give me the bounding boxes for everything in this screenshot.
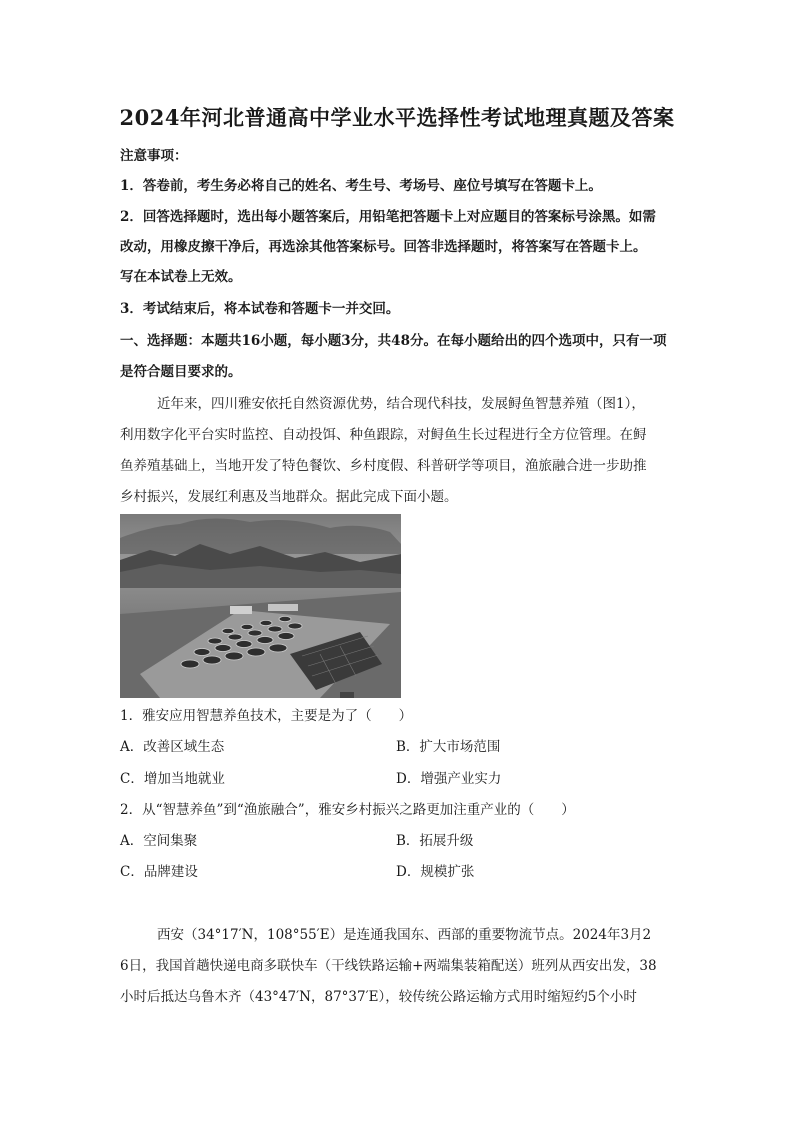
question-1-option-c[interactable]: C．增加当地就业 — [120, 771, 225, 787]
question-1-stem: 1．雅安应用智慧养鱼技术，主要是为了（ ） — [120, 708, 413, 724]
section-heading-line-2: 是符合题目要求的。 — [120, 364, 242, 380]
notice-item-1: 1．答卷前，考生务必将自己的姓名、考生号、考场号、座位号填写在答题卡上。 — [120, 178, 602, 194]
passage1-line-2: 利用数字化平台实时监控、自动投饵、种鱼跟踪，对鲟鱼生长过程进行全方位管理。在鲟 — [120, 427, 647, 443]
question-2-option-c[interactable]: C．品牌建设 — [120, 864, 198, 880]
question-2-option-a[interactable]: A．空间集聚 — [120, 833, 198, 849]
passage1-line-1: 近年来，四川雅安依托自然资源优势，结合现代科技，发展鲟鱼智慧养殖（图1）， — [157, 396, 645, 412]
notice-item-2-line-2: 改动，用橡皮擦干净后，再选涂其他答案标号。回答非选择题时，将答案写在答题卡上。 — [120, 239, 647, 255]
question-2-stem: 2．从“智慧养鱼”到“渔旅融合”，雅安乡村振兴之路更加注重产业的（ ） — [120, 802, 575, 818]
question-1-option-a[interactable]: A．改善区域生态 — [120, 739, 225, 755]
passage2-line-2: 6日，我国首趟快递电商多联快车（干线铁路运输+两端集装箱配送）班列从西安出发，38 — [120, 958, 657, 974]
notice-heading: 注意事项： — [120, 148, 188, 164]
notice-item-2-line-1: 2．回答选择题时，选出每小题答案后，用铅笔把答题卡上对应题目的答案标号涂黑。如需 — [120, 209, 656, 225]
question-2-option-d[interactable]: D．规模扩张 — [396, 864, 475, 880]
notice-item-3: 3．考试结束后，将本试卷和答题卡一并交回。 — [120, 301, 400, 317]
question-2-option-b[interactable]: B．拓展升级 — [396, 833, 474, 849]
page-title: 2024年河北普通高中学业水平选择性考试地理真题及答案 — [119, 105, 675, 130]
question-1-option-d[interactable]: D．增强产业实力 — [396, 771, 502, 787]
fish-farm-photo — [120, 514, 401, 698]
section-heading-line-1: 一、选择题：本题共16小题，每小题3分，共48分。在每小题给出的四个选项中，只有一项 — [120, 333, 667, 349]
passage1-line-4: 乡村振兴，发展红利惠及当地群众。据此完成下面小题。 — [120, 489, 458, 505]
question-1-option-b[interactable]: B．扩大市场范围 — [396, 739, 501, 755]
notice-item-2-line-3: 写在本试卷上无效。 — [120, 269, 242, 285]
passage2-line-1: 西安（34°17′N，108°55′E）是连通我国东、西部的重要物流节点。2024年3月2 — [157, 927, 652, 943]
passage1-line-3: 鱼养殖基础上，当地开发了特色餐饮、乡村度假、科普研学等项目，渔旅融合进一步助推 — [120, 458, 647, 474]
passage2-line-3: 小时后抵达乌鲁木齐（43°47′N，87°37′E），较传统公路运输方式用时缩短约5个小时 — [120, 989, 637, 1005]
